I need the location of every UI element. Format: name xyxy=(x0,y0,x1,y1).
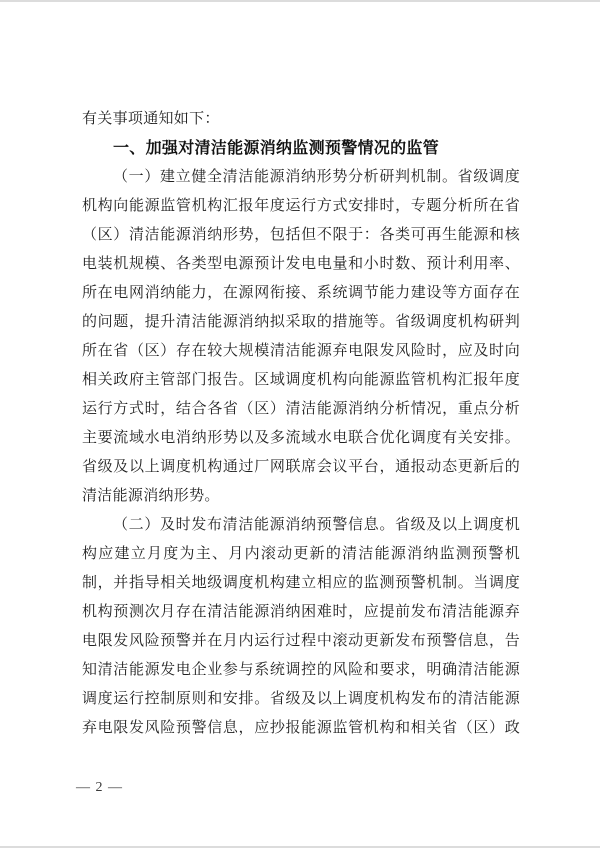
page-top-edge xyxy=(0,0,600,2)
body-line: 所在电网消纳能力，在源网衔接、系统调节能力建设等方面存在 xyxy=(82,285,520,301)
body-line: 电装机规模、各类型电源预计发电电量和小时数、预计利用率、 xyxy=(82,256,520,272)
body-line: 所在省（区）存在较大规模清洁能源弃电限发风险时，应及时向 xyxy=(82,343,520,359)
body-line: （二）及时发布清洁能源消纳预警信息。省级及以上调度机 xyxy=(113,517,520,533)
body-line: 电限发风险预警并在月内运行过程中滚动更新发布预警信息，告 xyxy=(82,633,520,649)
body-line: 机构预测次月存在清洁能源消纳困难时，应提前发布清洁能源弃 xyxy=(82,604,520,620)
page-number: — 2 — xyxy=(76,780,123,795)
body-line: 调度运行控制原则和安排。省级及以上调度机构发布的清洁能源 xyxy=(82,691,520,707)
body-line: 知清洁能源发电企业参与系统调控的风险和要求，明确清洁能源 xyxy=(82,662,520,678)
body-line: 机构向能源监管机构汇报年度运行方式安排时，专题分析所在省 xyxy=(82,198,520,214)
body-line: 省级及以上调度机构通过厂网联席会议平台，通报动态更新后的 xyxy=(82,459,520,475)
intro-line: 有关事项通知如下： xyxy=(82,111,220,127)
body-line: （区）清洁能源消纳形势，包括但不限于：各类可再生能源和核 xyxy=(82,227,520,243)
body-line: 主要流域水电消纳形势以及多流域水电联合优化调度有关安排。 xyxy=(82,430,520,446)
body-line: 弃电限发风险预警信息，应抄报能源监管机构和相关省（区）政 xyxy=(82,720,520,736)
body-line: 构应建立月度为主、月内滚动更新的清洁能源消纳监测预警机 xyxy=(82,546,520,562)
body-line-paragraph-end: 清洁能源消纳形势。 xyxy=(82,488,220,504)
section-heading: 一、加强对清洁能源消纳监测预警情况的监管 xyxy=(113,140,440,157)
document-body xyxy=(82,105,520,743)
body-line: 运行方式时，结合各省（区）清洁能源消纳分析情况，重点分析 xyxy=(82,401,520,417)
body-line: 的问题，提升清洁能源消纳拟采取的措施等。省级调度机构研判 xyxy=(82,314,520,330)
body-line: 相关政府主管部门报告。区域调度机构向能源监管机构汇报年度 xyxy=(82,372,520,388)
body-line: 制，并指导相关地级调度机构建立相应的监测预警机制。当调度 xyxy=(82,575,520,591)
body-line: （一）建立健全清洁能源消纳形势分析研判机制。省级调度 xyxy=(113,169,520,185)
